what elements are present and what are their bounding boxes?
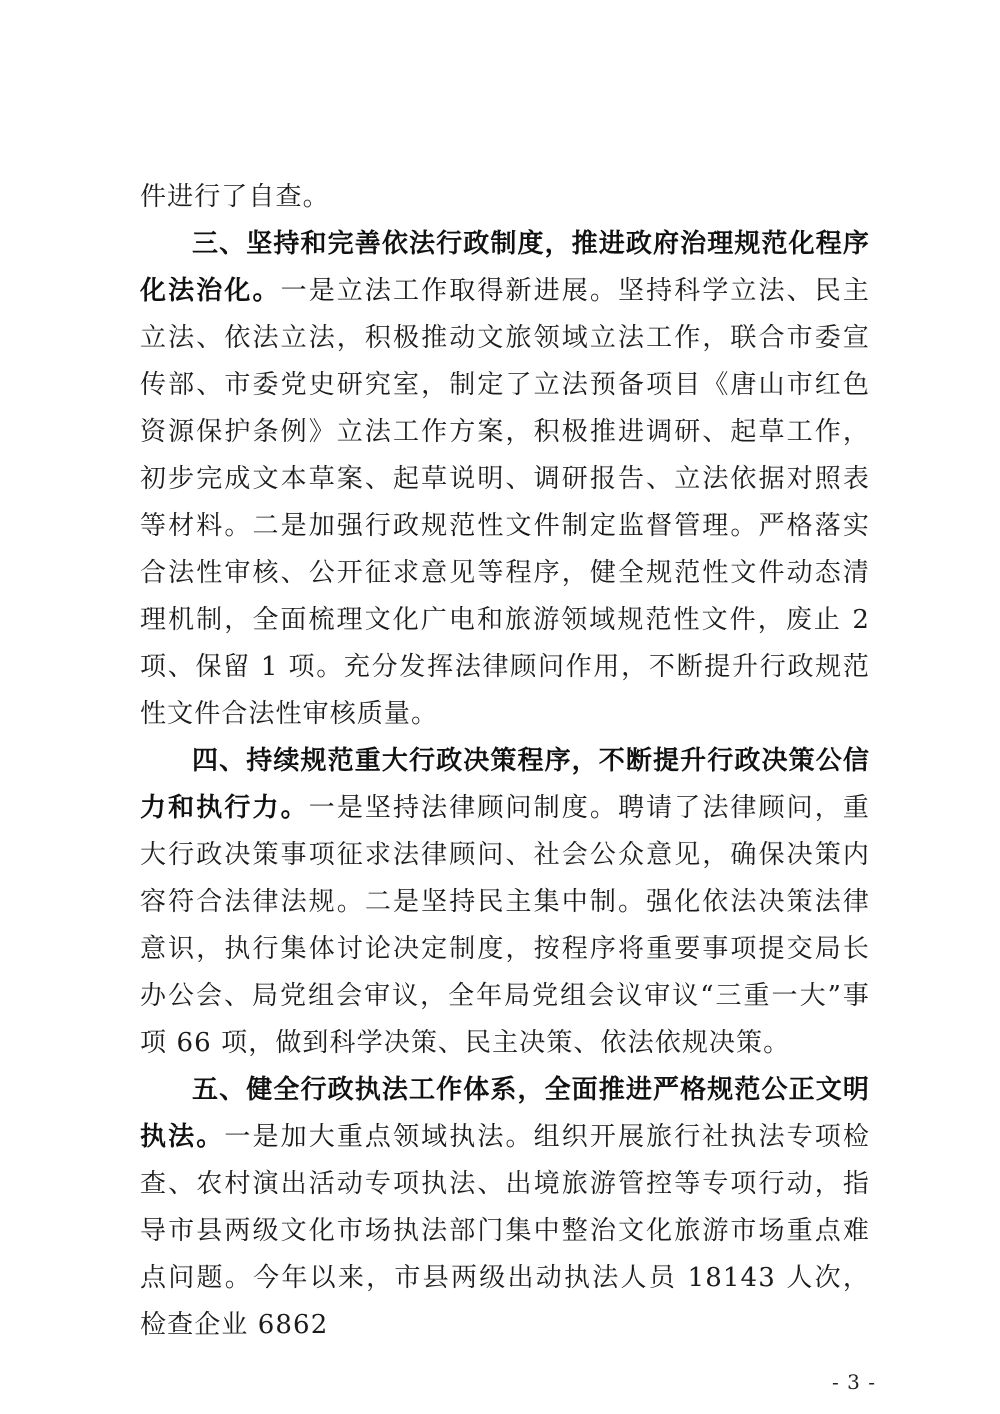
section-three-paragraph bbox=[140, 221, 870, 738]
paragraph-continuation bbox=[140, 174, 870, 221]
section-three-point-one-title: 一是立法工作取得新进展。 bbox=[280, 276, 618, 306]
section-four-paragraph bbox=[140, 738, 870, 1067]
continuation-text: 件进行了自查。 bbox=[140, 182, 330, 212]
section-four-heading: 四、持续规范重大行政决策程序，不断提升行政决策公信力和执行力。 bbox=[140, 746, 870, 823]
section-four-point-one-title: 一是坚持法律顾问制度。 bbox=[308, 793, 618, 823]
section-three-point-two-body: 严格落实合法性审核、公开征求意见等程序，健全规范性文件动态清理机制，全面梳理文化广电和旅游领域规范性文件，废止 2 项、保留 1 项。充分发挥法律顾问作用，不断提升行政规范性文件合法性审核质量。 bbox=[140, 511, 870, 729]
section-three-point-two-title: 二是加强行政规范性文件制定监督管理。 bbox=[252, 511, 759, 541]
document-body bbox=[140, 174, 870, 1349]
section-four-point-two-body: 强化依法决策法律意识，执行集体讨论决定制度，按程序将重要事项提交局长办公会、局党组会审议，全年局党组会议审议“三重一大”事项 66 项，做到科学决策、民主决策、依法依规决策。 bbox=[140, 887, 870, 1058]
section-three-heading: 三、坚持和完善依法行政制度，推进政府治理规范化程序化法治化。 bbox=[140, 229, 870, 306]
section-three-point-one-body: 坚持科学立法、民主立法、依法立法，积极推动文旅领域立法工作，联合市委宣传部、市委党史研究室，制定了立法预备项目《唐山市红色资源保护条例》立法工作方案，积极推进调研、起草工作，初步完成文本草案、起草说明、调研报告、立法依据对照表等材料。 bbox=[140, 276, 870, 541]
section-five-point-one-title: 一是加大重点领域执法。 bbox=[224, 1122, 534, 1152]
section-five-paragraph bbox=[140, 1067, 870, 1349]
section-five-point-one-body: 组织开展旅行社执法专项检查、农村演出活动专项执法、出境旅游管控等专项行动，指导市县两级文化市场执法部门集中整治文化旅游市场重点难点问题。今年以来，市县两级出动执法人员 18143 人次，检查企业 6862 bbox=[140, 1122, 870, 1340]
page-number: - 3 - bbox=[832, 1370, 876, 1394]
section-four-point-one-body: 聘请了法律顾问，重大行政决策事项征求法律顾问、社会公众意见，确保决策内容符合法律法规。 bbox=[140, 793, 870, 917]
section-four-point-two-title: 二是坚持民主集中制。 bbox=[364, 887, 647, 917]
section-five-heading: 五、健全行政执法工作体系，全面推进严格规范公正文明执法。 bbox=[140, 1075, 870, 1152]
